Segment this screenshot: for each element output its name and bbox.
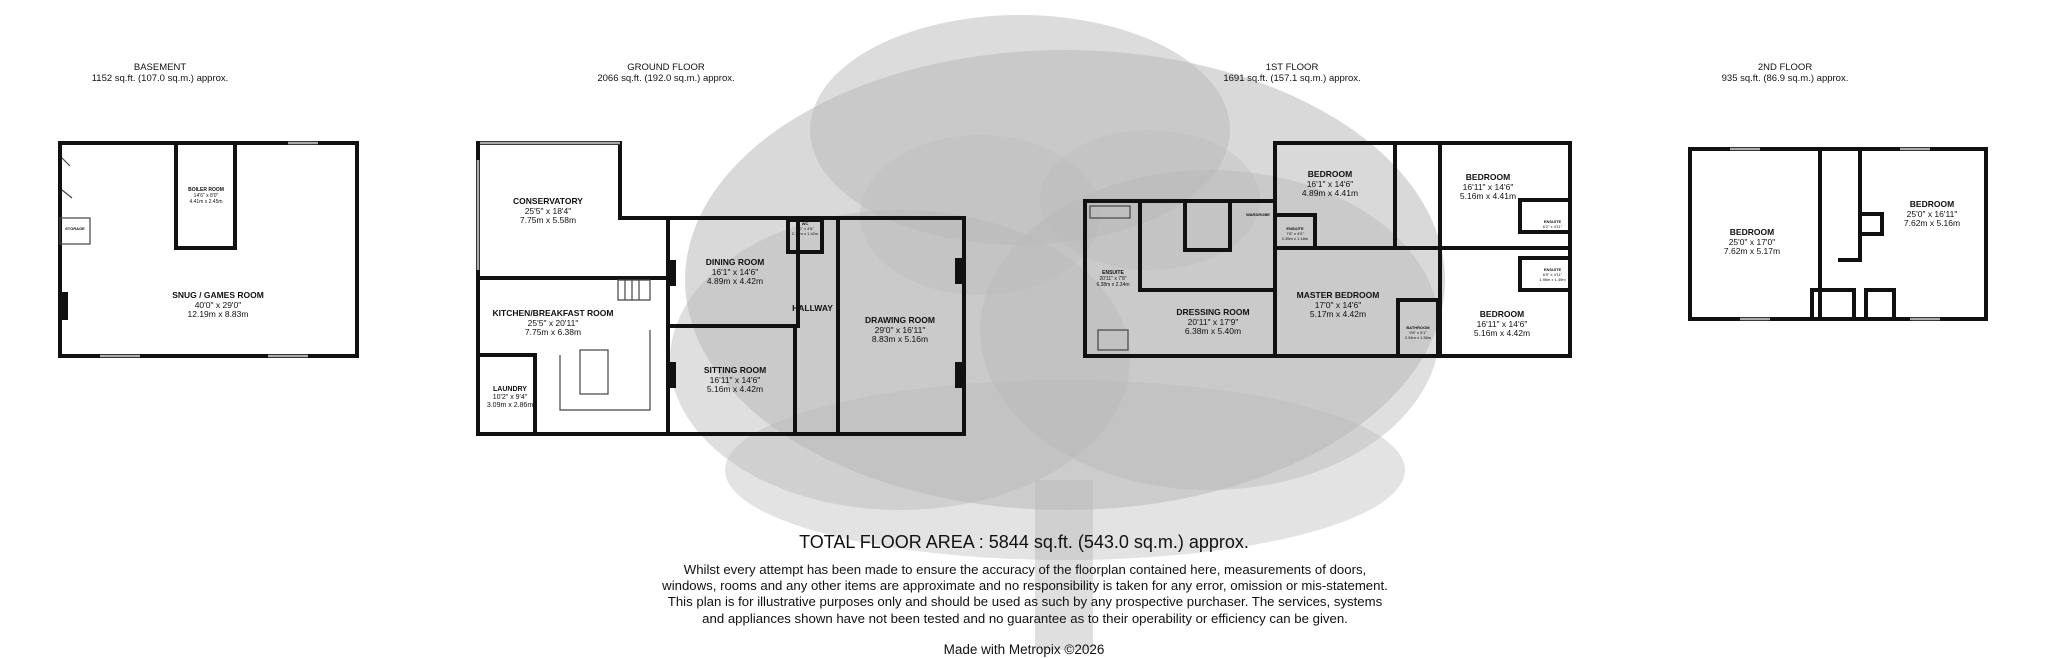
room-name: BEDROOM bbox=[1479, 309, 1525, 319]
room-hallway bbox=[780, 304, 845, 314]
room-name: ENSUITE bbox=[1102, 270, 1124, 276]
room-metric: 5.16m x 4.41m bbox=[1459, 191, 1517, 201]
room-imperial: 6'5" x 4'11" bbox=[1542, 272, 1563, 277]
room-ensuite-3 bbox=[1535, 219, 1570, 234]
room-imperial: 16'1" x 14'6" bbox=[711, 266, 759, 277]
room-metric: 7.75m x 6.38m bbox=[524, 327, 582, 337]
room-name: WARDROBE bbox=[1246, 212, 1270, 217]
room-imperial: 25'0" x 17'0" bbox=[1728, 236, 1776, 247]
room-imperial: 7'8" x 4'0" bbox=[1286, 231, 1304, 236]
room-name: SNUG / GAMES ROOM bbox=[172, 290, 264, 300]
first-floor-title: 1ST FLOOR bbox=[1265, 62, 1319, 73]
room-bedroom-a bbox=[1712, 228, 1792, 257]
room-imperial: 29'0" x 16'11" bbox=[874, 324, 926, 335]
room-metric: 6.38m x 5.40m bbox=[1184, 326, 1242, 336]
room-imperial: 16'11" x 14'6" bbox=[1476, 318, 1528, 329]
room-name: SITTING ROOM bbox=[703, 365, 767, 375]
first-floor-area: 1691 sq.ft. (157.1 sq.m.) approx. bbox=[1223, 73, 1361, 84]
room-laundry bbox=[480, 386, 540, 410]
room-imperial: 25'5" x 20'11" bbox=[527, 317, 579, 328]
room-metric: 7.75m x 5.58m bbox=[519, 215, 577, 225]
room-metric: 1.96m x 1.49m bbox=[1539, 277, 1566, 282]
room-name: DRESSING ROOM bbox=[1176, 307, 1250, 317]
room-metric: 2.14m x 1.42m bbox=[791, 231, 819, 236]
room-bedroom-2 bbox=[1448, 173, 1528, 202]
room-imperial: 25'0" x 16'11" bbox=[1906, 208, 1958, 219]
room-metric: 7.62m x 5.17m bbox=[1723, 246, 1781, 256]
second-floor-heading bbox=[1685, 62, 1885, 84]
basement-area: 1152 sq.ft. (107.0 sq.m.) approx. bbox=[91, 73, 229, 84]
ground-floor-title: GROUND FLOOR bbox=[627, 62, 705, 73]
room-name: BEDROOM bbox=[1307, 169, 1353, 179]
room-metric: 12.19m x 8.83m bbox=[187, 309, 249, 319]
room-metric: 6.38m x 2.34m bbox=[1096, 282, 1130, 288]
room-bathroom bbox=[1399, 325, 1437, 340]
room-imperial: 16'11" x 14'6" bbox=[1462, 181, 1514, 192]
room-name: BATHROOM bbox=[1406, 325, 1430, 330]
disclaimer: Whilst every attempt has been made to ensure the accuracy of the floorplan contained here, measurements of doors, windows, rooms and any other items are approximate and no responsibility is taken for any error, omission or mis-statement. This plan is for illustrative purposes only and should be used as such by any prospective purchaser. The services, systems and appliances shown have not been tested and no guarantee as to their operability or efficiency can be given. bbox=[662, 562, 1388, 626]
room-imperial: 6'2" x 4'11" bbox=[1542, 224, 1563, 229]
room-storage bbox=[60, 226, 90, 231]
room-name: WC bbox=[801, 221, 809, 226]
room-imperial: 7'0" x 4'8" bbox=[796, 226, 814, 231]
room-name: KITCHEN/BREAKFAST ROOM bbox=[492, 308, 614, 318]
room-name: BEDROOM bbox=[1729, 227, 1775, 237]
room-name: ENSUITE bbox=[1543, 219, 1562, 224]
room-name: STORAGE bbox=[65, 226, 85, 231]
room-imperial: 16'11" x 14'6" bbox=[709, 374, 761, 385]
room-drawing bbox=[850, 316, 950, 345]
room-dining bbox=[690, 258, 780, 287]
room-boiler bbox=[180, 187, 232, 205]
ground-floor-area: 2066 sq.ft. (192.0 sq.m.) approx. bbox=[597, 73, 735, 84]
room-imperial: 20'11" x 7'8" bbox=[1099, 276, 1127, 282]
room-name: ENSUITE bbox=[1543, 267, 1562, 272]
room-name: BEDROOM bbox=[1909, 199, 1955, 209]
room-metric: 7.62m x 5.16m bbox=[1903, 218, 1961, 228]
room-imperial: 25'5" x 18'4" bbox=[524, 205, 572, 216]
room-snug-games bbox=[148, 291, 288, 320]
basement-plan bbox=[58, 143, 357, 356]
room-name: DRAWING ROOM bbox=[865, 315, 935, 325]
room-kitchen-breakfast bbox=[478, 309, 628, 338]
room-ensuite-2 bbox=[1276, 226, 1314, 241]
room-bedroom-3 bbox=[1462, 310, 1542, 339]
room-imperial: 40'0" x 29'0" bbox=[194, 299, 242, 310]
room-master-bedroom bbox=[1288, 291, 1388, 320]
basement-heading bbox=[60, 62, 260, 84]
room-metric: 8.83m x 5.16m bbox=[871, 334, 929, 344]
room-metric: 4.89m x 4.42m bbox=[706, 276, 764, 286]
room-ensuite-1 bbox=[1088, 270, 1138, 288]
basement-title: BASEMENT bbox=[133, 62, 187, 73]
room-imperial: 20'11" x 17'9" bbox=[1187, 316, 1239, 327]
room-imperial: 17'0" x 14'6" bbox=[1314, 299, 1362, 310]
second-floor-area: 935 sq.ft. (86.9 sq.m.) approx. bbox=[1721, 73, 1849, 84]
second-floor-title: 2ND FLOOR bbox=[1757, 62, 1813, 73]
total-floor-area: TOTAL FLOOR AREA : 5844 sq.ft. (543.0 sq.m.) approx. bbox=[799, 532, 1249, 552]
room-conservatory bbox=[488, 197, 608, 226]
room-metric: 4.89m x 4.41m bbox=[1301, 188, 1359, 198]
room-imperial: 10'2" x 9'4" bbox=[492, 394, 528, 401]
ground-floor-heading bbox=[566, 62, 766, 84]
room-imperial: 9'8" x 5'1" bbox=[1409, 330, 1427, 335]
room-wc bbox=[789, 221, 821, 236]
room-name: DINING ROOM bbox=[705, 257, 765, 267]
room-metric: 5.16m x 4.42m bbox=[1473, 328, 1531, 338]
room-metric: 5.17m x 4.42m bbox=[1309, 309, 1367, 319]
room-wardrobe bbox=[1241, 212, 1275, 217]
tree-watermark bbox=[670, 15, 1445, 650]
room-bedroom-b bbox=[1887, 200, 1977, 229]
room-bedroom-1 bbox=[1290, 170, 1370, 199]
room-metric: 5.16m x 4.42m bbox=[706, 384, 764, 394]
room-sitting bbox=[690, 366, 780, 395]
room-name: CONSERVATORY bbox=[513, 196, 583, 206]
room-ensuite-4 bbox=[1535, 267, 1570, 282]
room-imperial: 16'1" x 14'6" bbox=[1306, 178, 1354, 189]
room-name: HALLWAY bbox=[792, 303, 833, 313]
room-name: MASTER BEDROOM bbox=[1296, 290, 1380, 300]
room-metric: 2.94m x 1.56m bbox=[1404, 335, 1432, 340]
room-imperial: 14'6" x 8'0" bbox=[193, 193, 219, 199]
room-metric: 1.87m x 1.49m bbox=[1539, 229, 1566, 234]
room-metric: 2.35m x 1.18m bbox=[1281, 236, 1309, 241]
room-name: LAUNDRY bbox=[493, 386, 527, 393]
made-with-credit: Made with Metropix ©2026 bbox=[943, 642, 1105, 657]
room-dressing bbox=[1158, 308, 1268, 337]
room-name: BEDROOM bbox=[1465, 172, 1511, 182]
room-name: ENSUITE bbox=[1286, 226, 1304, 231]
room-metric: 3.09m x 2.86m bbox=[486, 402, 534, 409]
room-metric: 4.41m x 2.45m bbox=[189, 199, 223, 205]
room-name: BOILER ROOM bbox=[188, 187, 224, 193]
first-floor-heading bbox=[1192, 62, 1392, 84]
